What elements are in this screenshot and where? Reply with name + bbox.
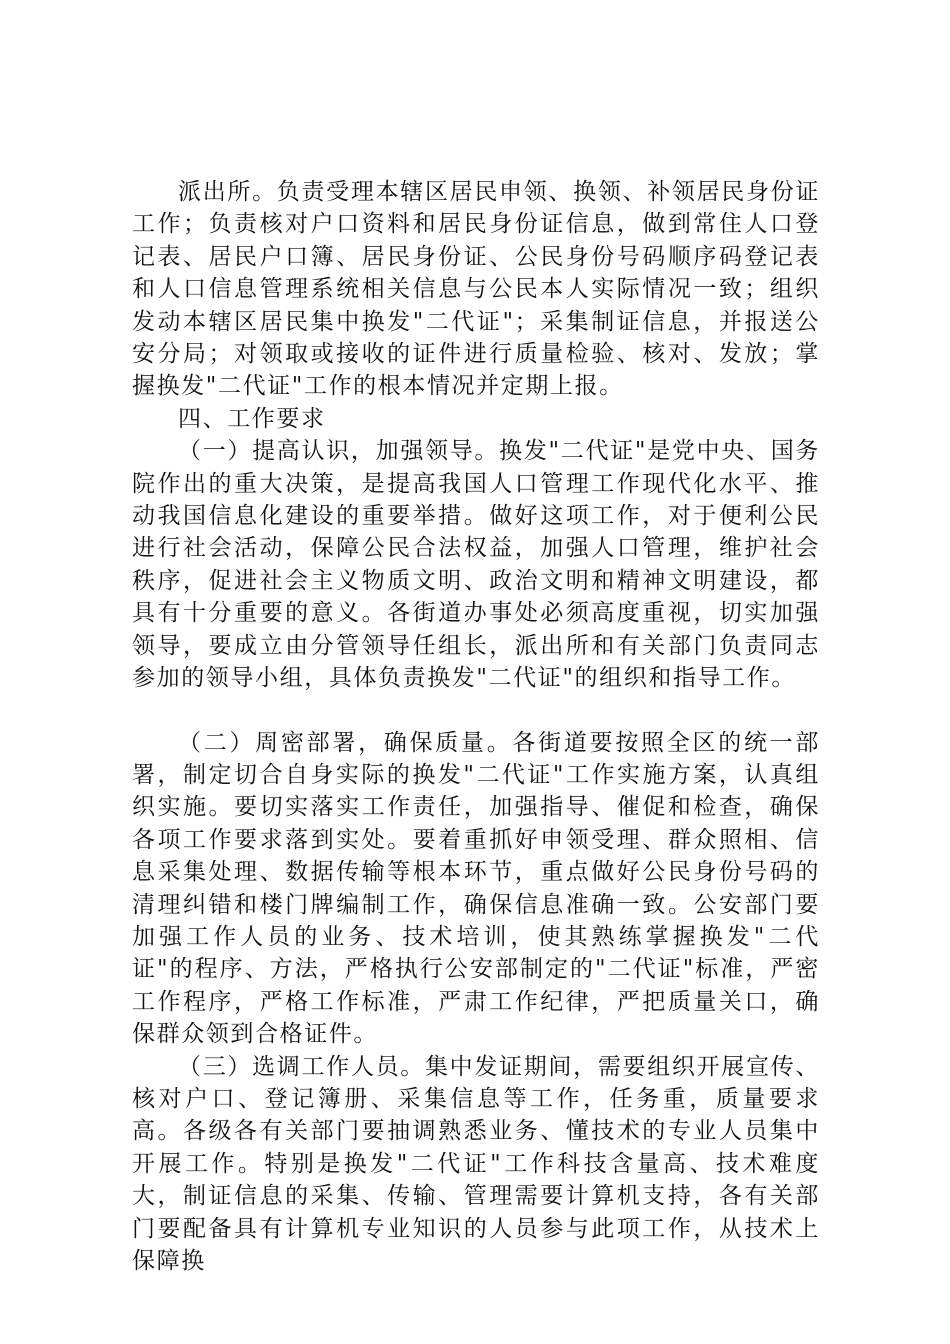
paragraph-select-staff: （三）选调工作人员。集中发证期间，需要组织开展宣传、核对户口、登记簿册、采集信息等工作，任务重，质量要求高。各级各有关部门要抽调熟悉业务、懂技术的专业人员集中开展工作。特别是换发"二代证"工作科技含量高、技术难度大，制证信息的采集、传输、管理需要计算机支持，各有关部门要配备具有计算机专业知识的人员参与此项工作，从技术上保障换 bbox=[132, 1053, 820, 1274]
paragraph-police-station-duties: 派出所。负责受理本辖区居民申领、换领、补领居民身份证工作；负责核对户口资料和居民身份证信息，做到常住人口登记表、居民户口簿、居民身份证、公民身份号码顺序码登记表和人口信息管理系统相关信息与公民本人实际情况一致；组织发动本辖区居民集中换发"二代证"；采集制证信息，并报送公安分局；对领取或接收的证件进行质量检验、核对、发放；掌握换发"二代证"工作的根本情况并定期上报。 bbox=[132, 179, 820, 400]
paragraph-raise-awareness: （一）提高认识，加强领导。换发"二代证"是党中央、国务院作出的重大决策，是提高我国人口管理工作现代化水平、推动我国信息化建设的重要举措。做好这项工作，对于便利公民进行社会活动，保障公民合法权益，加强人口管理，维护社会秩序，促进社会主义物质文明、政治文明和精神文明建设，都具有十分重要的意义。各街道办事处必须高度重视，切实加强领导，要成立由分管领导任组长，派出所和有关部门负责同志参加的领导小组，具体负责换发"二代证"的组织和指导工作。 bbox=[132, 438, 820, 692]
paragraph-spacer bbox=[132, 695, 820, 727]
paragraph-careful-deployment: （二）周密部署，确保质量。各街道要按照全区的统一部署，制定切合自身实际的换发"二代证"工作实施方案，认真组织实施。要切实落实工作责任，加强指导、催促和检查，确保各项工作要求落到实处。要着重抓好申领受理、群众照相、信息采集处理、数据传输等根本环节，重点做好公民身份号码的清理纠错和楼门牌编制工作，确保信息准确一致。公安部门要加强工作人员的业务、技术培训，使其熟练掌握换发"二代证"的程序、方法，严格执行公安部制定的"二代证"标准，严密工作程序，严格工作标准，严肃工作纪律，严把质量关口，确保群众领到合格证件。 bbox=[132, 729, 820, 1048]
document-body bbox=[132, 176, 820, 1277]
section-heading-work-requirements: 四、工作要求 bbox=[178, 405, 326, 432]
